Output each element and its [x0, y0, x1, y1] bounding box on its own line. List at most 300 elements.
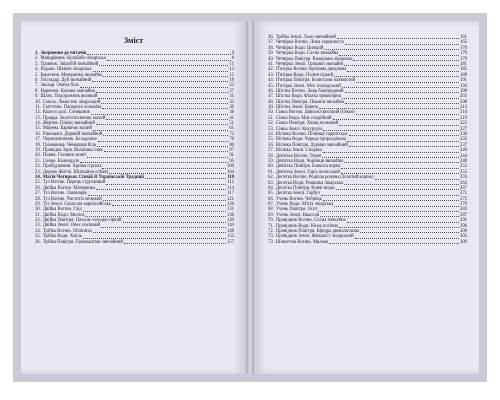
toc-entry-number: 58.: [268, 153, 274, 159]
toc-dot-leader: [323, 200, 459, 201]
toc-entry-title: Берегиня. Материнка звичайна: [40, 72, 103, 78]
toc-entry-title: Чорнокнижник. Беладонна: [42, 137, 97, 143]
toc-entry-number: 44.: [268, 78, 274, 84]
toc-entry-page: 194: [459, 83, 467, 89]
toc-entry-page: 152: [226, 234, 234, 240]
toc-entry-page: 191: [459, 78, 467, 84]
toc-entry-title: П'ятірка Води. Полин гіркий: [275, 72, 334, 78]
toc-entry-title: Провідник Повітря. Ефедра двоколоскова: [275, 229, 360, 235]
toc-entry-number: 1.: [35, 50, 39, 56]
toc-entry-number: 27.: [35, 191, 41, 197]
toc-entry-number: 9.: [35, 94, 39, 100]
toc-entry-title: Десятка Вогню. Родіола рожева (Золотий корінь): [275, 175, 374, 181]
toc-entry-number: 69.: [268, 212, 274, 218]
toc-entry-number: 13.: [35, 115, 41, 121]
toc-entry-page: 216: [459, 110, 467, 116]
toc-entry-page: 252: [459, 164, 467, 170]
toc-entry-page: 219: [459, 115, 467, 121]
toc-entry-page: 296: [459, 223, 467, 229]
toc-entry-number: 30.: [35, 207, 41, 213]
toc-dot-leader: [107, 60, 231, 61]
toc-entry-title: Провідник Землі. Живокіст лікарський: [275, 234, 354, 240]
toc-entry-title: Травник. Звіробій звичайний: [40, 61, 99, 67]
toc-dot-leader: [322, 157, 459, 158]
toc-entry-number: 20.: [35, 153, 41, 159]
book-spine: [246, 21, 254, 374]
toc-entry-number: 56.: [268, 142, 274, 148]
toc-dot-leader: [342, 87, 459, 88]
toc-entry-number: 41.: [268, 61, 274, 67]
toc-entry-page: 18: [229, 77, 234, 83]
toc-entry-number: 31.: [35, 212, 41, 218]
toc-dot-leader: [345, 103, 459, 104]
toc-entry-number: 34.: [35, 228, 41, 234]
toc-entry-number: 70.: [268, 218, 274, 224]
toc-entry-page: 121: [226, 196, 234, 202]
toc-dot-leader: [102, 168, 226, 169]
toc-entry-page: 185: [459, 67, 467, 73]
toc-entry-page: 179: [459, 56, 467, 62]
toc-entry-title: Провідна Зоря. Волошка синя: [42, 148, 103, 154]
toc-entry-number: 4.: [35, 67, 39, 73]
toc-entry-title: Наречені. Калина звичайна: [40, 88, 95, 94]
toc-entry-title: Звернення до читачів: [40, 50, 87, 56]
toc-entry-number: 45.: [268, 83, 274, 89]
toc-entry-number: 29.: [35, 201, 41, 207]
toc-entry-page: 126: [226, 201, 234, 207]
toc-entry-number: 71.: [268, 223, 274, 229]
toc-entry-page: 72: [229, 131, 234, 137]
toc-dot-leader: [106, 184, 226, 185]
toc-entry-page: 263: [459, 180, 467, 186]
toc-entry-page: 181: [459, 61, 467, 67]
toc-entry-number: 52.: [268, 121, 274, 127]
toc-dot-leader: [80, 162, 228, 163]
toc-dot-leader: [345, 92, 459, 93]
toc-entry-title: Шістка Вогню. Лавр благородний: [275, 88, 344, 94]
toc-entry-number: 54.: [268, 132, 274, 138]
toc-entry-title: Дев'ятка Повітря. Блекота чорна: [275, 164, 341, 170]
toc-entry-number: 15.: [35, 126, 41, 132]
contents-title: Зміст: [123, 36, 144, 45]
toc-entry-title: Сімка Повітря. Хвощ польовий: [275, 121, 339, 127]
toc-entry: [35, 240, 234, 245]
toc-entry-title: Дев'ятка Вогню. Терен: [275, 153, 322, 159]
toc-entry-number: 32.: [35, 218, 41, 224]
toc-entry-title: Рівновага. Деревій звичайний: [42, 131, 103, 137]
toc-entry-title: Четвірка Землі. Грицики звичайні: [275, 61, 344, 67]
toc-dot-leader: [112, 205, 226, 206]
toc-dot-leader: [344, 162, 459, 163]
toc-entry-title: Дерево Життя. Шипшина собача: [42, 169, 109, 175]
toc-entry-number: 36.: [268, 34, 274, 40]
toc-entry-title: Повня. Глечики жовті: [42, 153, 87, 159]
toc-entry-page: 255: [459, 169, 467, 175]
toc-entry-title: Провідник Вогню. Сосна звичайна: [275, 218, 346, 224]
toc-entry-title: Шляхетна Вогню. Мальва: [275, 239, 328, 245]
toc-dot-leader: [96, 189, 226, 190]
toc-entry-number: 53.: [268, 126, 274, 132]
toc-entry-page: 36: [229, 104, 234, 110]
toc-entry-number: 37.: [268, 40, 274, 46]
toc-entry-page: 161: [459, 34, 467, 40]
toc-entry-page: 233: [459, 137, 467, 143]
toc-entry-page: 240: [459, 148, 467, 154]
toc-dot-leader: [93, 130, 228, 131]
toc-entry-page: 38: [229, 110, 234, 116]
toc-entry-page: 203: [459, 94, 467, 100]
toc-entry-title: Вісімка Води. Череда трироздільна: [275, 137, 346, 143]
toc-entry-page: 23: [229, 83, 234, 89]
toc-entry-number: 3.: [35, 61, 39, 67]
toc-entry-title: Четвірка Вогню. Липа серцелиста: [275, 40, 344, 46]
toc-entry-title: Трійка Повітря. Гіркокаштан звичайний: [42, 239, 123, 245]
toc-entry-number: 47.: [268, 94, 274, 100]
toc-entry-page: 117: [227, 191, 234, 197]
toc-entry-title: Десятка Землі. Гарбуз: [275, 191, 320, 197]
toc-dot-leader: [103, 135, 228, 136]
toc-entry-number: 11.: [35, 104, 41, 110]
toc-dot-leader: [341, 173, 459, 174]
toc-entry-title: Громовиця. Чемериця біла: [42, 142, 96, 148]
toc-dot-leader: [124, 243, 226, 244]
toc-entry-title: Учень Повітря. Осот: [275, 207, 318, 213]
toc-entry-page: 157: [226, 239, 234, 245]
toc-entry-title: Десятка Води. Ромашка лікарська: [275, 180, 344, 186]
toc-entry-title: Пробудження. Арніка гірська: [42, 164, 102, 170]
toc-entry-title: Учень Води. М'ята лікарська: [275, 202, 334, 208]
toc-dot-leader: [102, 108, 228, 109]
toc-entry-page: 198: [459, 88, 467, 94]
toc-entry-page: 248: [459, 158, 467, 164]
toc-dot-leader: [345, 44, 459, 45]
toc-entry-title: Знахар. Омела біла: [40, 83, 79, 89]
toc-entry-title: Учень Землі. Квасоля: [275, 212, 320, 218]
toc-dot-leader: [98, 98, 228, 99]
toc-entry-page: 112: [227, 180, 234, 186]
toc-entry-title: Вісімка Вогню. Пічниця сарептська: [275, 132, 348, 138]
toc-dot-leader: [93, 71, 229, 72]
toc-entry-title: П'ятірка Землі. Мох ісландський: [275, 83, 341, 89]
toc-entry-number: 49.: [268, 105, 274, 111]
toc-entry-page: 41: [229, 115, 234, 121]
toc-dot-leader: [355, 238, 459, 239]
toc-entry-title: П'ятірка Повітря. Болиголов плямистий: [275, 78, 356, 84]
toc-entry-number: 22.: [35, 164, 41, 170]
toc-dot-leader: [339, 227, 459, 228]
toc-entry-title: Сонце. Календула: [42, 158, 79, 164]
toc-entry-page: 283: [459, 207, 467, 213]
toc-entry-page: 8: [231, 56, 234, 62]
toc-entry-number: 40.: [268, 56, 274, 62]
toc-entry-title: Сімка Вогню. Дивосил високий (Оман): [275, 110, 355, 116]
toc-entry-title: Сімка Землі. Кукурудза: [275, 126, 323, 132]
toc-entry-page: 80: [229, 142, 234, 148]
toc-entry-number: 65.: [268, 191, 274, 197]
toc-entry-page: 27: [229, 88, 234, 94]
right-page: [254, 21, 479, 374]
toc-dot-leader: [103, 76, 228, 77]
toc-dot-leader: [83, 211, 226, 212]
toc-dot-leader: [93, 232, 226, 233]
toc-entry-title: Четвірка Повітря. Валеріана лікарська: [275, 56, 353, 62]
toc-entry-number: 6.: [35, 77, 39, 83]
toc-dot-leader: [101, 103, 228, 104]
toc-entry-number: 19.: [35, 148, 41, 154]
toc-entry-page: 259: [459, 175, 467, 181]
toc-dot-leader: [353, 60, 458, 61]
toc-dot-leader: [349, 135, 459, 136]
toc-entry-title: Відьма. Шавлія лікарська: [40, 67, 92, 73]
toc-entry-page: 213: [459, 105, 467, 111]
toc-entry-title: Шлях. Подорожник великий: [40, 94, 98, 100]
toc-entry-number: 59.: [268, 158, 274, 164]
toc-entry-title: Вісімка Землі. Спориш: [275, 148, 322, 154]
toc-entry-number: 73.: [268, 234, 274, 240]
toc-dot-leader: [341, 168, 458, 169]
toc-dot-leader: [347, 71, 459, 72]
toc-dot-leader: [99, 65, 228, 66]
toc-entry-page: 230: [459, 132, 467, 138]
toc-entry-number: 28.: [35, 196, 41, 202]
toc-entry-page: 13: [229, 67, 234, 73]
toc-entry-number: 36.: [35, 239, 41, 245]
toc-dot-leader: [104, 151, 229, 152]
toc-dot-leader: [98, 141, 229, 142]
toc-entry-title: Трійка Землі. Льон звичайний: [275, 34, 336, 40]
toc-entry-page: 275: [459, 196, 467, 202]
toc-entry-number: 68.: [268, 207, 274, 213]
toc-entry-number: 35.: [35, 234, 41, 240]
toc-entry-title: Правда. Золототисячник малий: [42, 115, 106, 121]
toc-dot-leader: [101, 227, 226, 228]
toc-dot-leader: [106, 119, 228, 120]
toc-dot-leader: [88, 195, 227, 196]
toc-entry-number: 51.: [268, 115, 274, 121]
toc-entry-number: 38.: [268, 45, 274, 51]
toc-dot-leader: [356, 114, 459, 115]
toc-entry-number: 66.: [268, 196, 274, 202]
toc-entry-number: 14.: [35, 121, 41, 127]
toc-dot-leader: [96, 92, 229, 93]
toc-entry-number: 73.: [268, 239, 274, 245]
toc-entry-page: 300: [459, 229, 467, 235]
toc-entry-number: 67.: [268, 202, 274, 208]
toc-entry-number: 60.: [268, 164, 274, 170]
toc-entry-number: 57.: [268, 148, 274, 154]
toc-entry-title: Четвірка Води. Сосна звичайна: [275, 51, 339, 57]
toc-entry-title: Десятка Повітря. Вовчі ягоди: [275, 185, 335, 191]
toc-entry-number: 5.: [35, 72, 39, 78]
toc-entry-page: 170: [459, 45, 467, 51]
toc-entry-title: Шістка Води. Фіалка триколірна: [275, 94, 341, 100]
toc-entry-page: 31: [229, 94, 234, 100]
toc-entry-title: Вісімка Повітря. Дурман звичайний: [275, 142, 348, 148]
toc-dot-leader: [92, 81, 228, 82]
toc-dot-leader: [97, 146, 228, 147]
toc-entry-page: 104: [226, 169, 234, 175]
toc-entry-number: 42.: [268, 67, 274, 73]
toc-entry-number: 33.: [35, 223, 41, 229]
toc-entry-page: 287: [459, 212, 467, 218]
toc-dot-leader: [336, 189, 459, 190]
toc-entry-title: Учень Вогню. Чебрець: [275, 196, 322, 202]
toc-entry-page: 110: [227, 174, 234, 180]
toc-entry-page: 114: [227, 185, 234, 191]
toc-entry-number: 63.: [268, 180, 274, 186]
toc-entry-title: Морена. Барвінок малий: [42, 126, 92, 132]
toc-dot-leader: [337, 38, 459, 39]
toc-dot-leader: [145, 178, 226, 179]
toc-entry-page: 131: [226, 207, 234, 213]
toc-entry-page: 279: [459, 202, 467, 208]
toc-dot-leader: [83, 238, 226, 239]
toc-dot-leader: [347, 222, 459, 223]
toc-dot-leader: [339, 125, 459, 126]
toc-dot-leader: [323, 152, 459, 153]
toc-dot-leader: [347, 141, 459, 142]
toc-dot-leader: [324, 49, 459, 50]
toc-entry-title: Жертва. Плющ звичайний: [42, 121, 95, 127]
toc-entry-number: 10.: [35, 99, 41, 105]
toc-entry-title: Шістка Повітря. Півонія звичайна: [275, 99, 345, 105]
toc-entry-number: 39.: [268, 51, 274, 57]
toc-entry-page: 11: [229, 61, 234, 67]
toc-entry-number: 46.: [268, 88, 274, 94]
toc-entry-page: 222: [459, 121, 467, 127]
toc-entry-number: 8.: [35, 88, 39, 94]
toc-entry-title: Туз Вогню. Чистотіл великий: [42, 196, 102, 202]
toc-entry-title: П'ятірка Вогню. Кропива дводомна: [275, 67, 347, 73]
toc-dot-leader: [80, 87, 229, 88]
toc-entry-number: 26.: [35, 185, 41, 191]
toc-entry-number: 2.: [35, 56, 39, 62]
toc-entry-title: Колесо долі. Соняшник: [42, 110, 90, 116]
toc-dot-leader: [344, 65, 459, 66]
toc-entry-page: 237: [459, 142, 467, 148]
toc-entry-title: Шістка Землі. Береза: [275, 105, 319, 111]
toc-dot-leader: [334, 76, 459, 77]
toc-entry-number: 61.: [268, 169, 274, 175]
toc-entry-title: Провідник Води. Кінза посівна: [275, 223, 339, 229]
toc-dot-leader: [109, 173, 226, 174]
left-toc-list: [35, 51, 234, 245]
toc-entry-page: 179: [459, 51, 467, 57]
toc-entry-title: Двійка Вогню. Материнка: [42, 185, 96, 191]
toc-entry-page: 305: [459, 234, 467, 240]
toc-dot-leader: [103, 200, 226, 201]
toc-entry-number: 62.: [268, 175, 274, 181]
right-toc-list: [268, 35, 467, 245]
toc-entry-page: 3: [231, 50, 234, 56]
toc-entry-title: Двійка Вогню. Глід: [42, 207, 82, 213]
toc-dot-leader: [339, 55, 459, 56]
toc-entry-title: Двійка Води. Меліса: [42, 212, 85, 218]
toc-entry: [268, 240, 467, 245]
toc-entry-page: 144: [226, 223, 234, 229]
toc-entry-number: 24.: [35, 174, 41, 180]
toc-entry-page: 51: [229, 121, 234, 127]
toc-entry-page: 244: [459, 153, 467, 159]
toc-dot-leader: [96, 124, 228, 125]
toc-entry-number: 21.: [35, 158, 41, 164]
toc-entry-title: Дев'ятка Землі. Горіх волоський: [275, 169, 340, 175]
toc-entry-title: Сміттник. Папороть чоловіча: [42, 104, 102, 110]
toc-entry-number: 18.: [35, 142, 41, 148]
toc-entry-page: 227: [459, 126, 467, 132]
toc-entry-page: 140: [226, 218, 234, 224]
toc-dot-leader: [87, 157, 228, 158]
toc-dot-leader: [375, 179, 459, 180]
toc-entry-number: 7.: [35, 83, 39, 89]
toc-entry-title: Двійка Повітря. Пасьон солодко-гіркий: [42, 218, 122, 224]
toc-dot-leader: [344, 184, 459, 185]
toc-entry-page: 188: [459, 72, 467, 78]
toc-entry-title: Туз Землі. Скополія карніолійська: [42, 201, 111, 207]
toc-entry-page: 100: [226, 164, 234, 170]
toc-entry-page: 271: [459, 191, 467, 197]
toc-entry-number: 12.: [35, 110, 41, 116]
toc-dot-leader: [333, 119, 459, 120]
toc-dot-leader: [319, 108, 459, 109]
toc-entry-title: Двійка Землі. Овес посівний: [42, 223, 101, 229]
toc-entry-number: 25.: [35, 180, 41, 186]
left-page: [21, 21, 246, 374]
toc-dot-leader: [356, 82, 459, 83]
toc-entry-number: 55.: [268, 137, 274, 143]
toc-entry-title: Трійка Вогню. Обліпиха: [42, 228, 92, 234]
toc-entry-page: 136: [226, 212, 234, 218]
toc-dot-leader: [318, 211, 459, 212]
toc-entry-title: Магія Чотирьох Стихій В Українській Традиції: [42, 174, 144, 180]
toc-dot-leader: [329, 243, 459, 244]
toc-entry-page: 91: [229, 153, 234, 159]
toc-entry-number: 43.: [268, 72, 274, 78]
toc-dot-leader: [85, 216, 226, 217]
toc-dot-leader: [320, 216, 459, 217]
toc-entry-page: 165: [459, 40, 467, 46]
toc-dot-leader: [91, 114, 228, 115]
toc-entry-title: Туз Вогню. Перець стручковий: [42, 180, 106, 186]
toc-entry-page: 95: [229, 158, 234, 164]
toc-dot-leader: [334, 206, 459, 207]
toc-entry-number: 23.: [35, 169, 41, 175]
toc-entry-page: 148: [226, 228, 234, 234]
toc-entry-number: 16.: [35, 131, 41, 137]
toc-entry-title: Господар. Дуб звичайний: [40, 77, 92, 83]
toc-entry-page: 61: [229, 126, 234, 132]
toc-entry-title: Мандрівник. Кульбабо лікарська: [40, 56, 106, 62]
toc-entry-title: Сімка Води. Мак снодійний: [275, 115, 332, 121]
toc-dot-leader: [342, 98, 459, 99]
toc-entry-number: 64.: [268, 185, 274, 191]
open-book: [13, 13, 487, 382]
toc-dot-leader: [87, 54, 230, 55]
toc-entry-title: Смола. Ліквістик лікарський: [42, 99, 101, 105]
toc-dot-leader: [360, 232, 459, 233]
toc-entry-page: 309: [459, 239, 467, 245]
toc-entry-page: 208: [459, 99, 467, 105]
toc-entry-page: 33: [229, 99, 234, 105]
toc-entry-page: 15: [229, 72, 234, 78]
toc-entry-page: 291: [459, 218, 467, 224]
toc-entry-page: 267: [459, 185, 467, 191]
toc-entry-number: 72.: [268, 229, 274, 235]
toc-entry-number: 48.: [268, 99, 274, 105]
toc-entry-title: Четвірка Води. Цикорій: [275, 45, 324, 51]
toc-entry-title: Трійка Води. Хміль: [42, 234, 82, 240]
toc-dot-leader: [323, 130, 458, 131]
